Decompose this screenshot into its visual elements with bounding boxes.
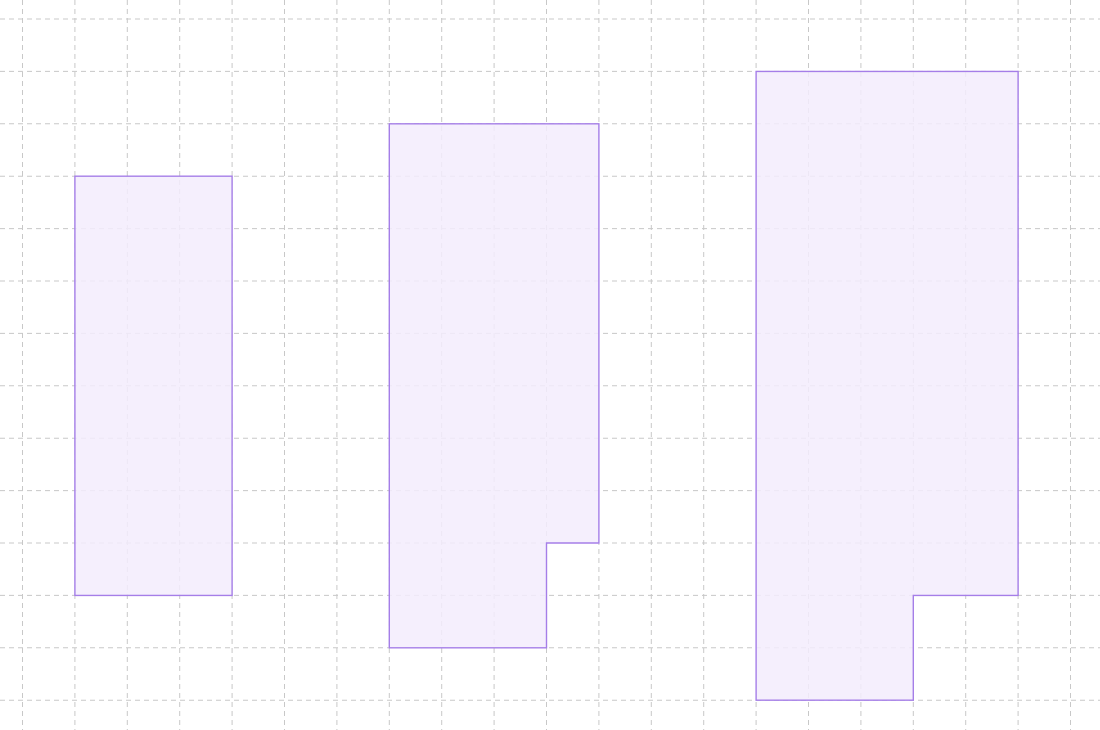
rectangle-shape — [75, 176, 232, 595]
shapes-group — [75, 71, 1018, 700]
large-notched-rectangle-shape — [756, 71, 1018, 700]
notched-rectangle-shape — [389, 124, 599, 648]
